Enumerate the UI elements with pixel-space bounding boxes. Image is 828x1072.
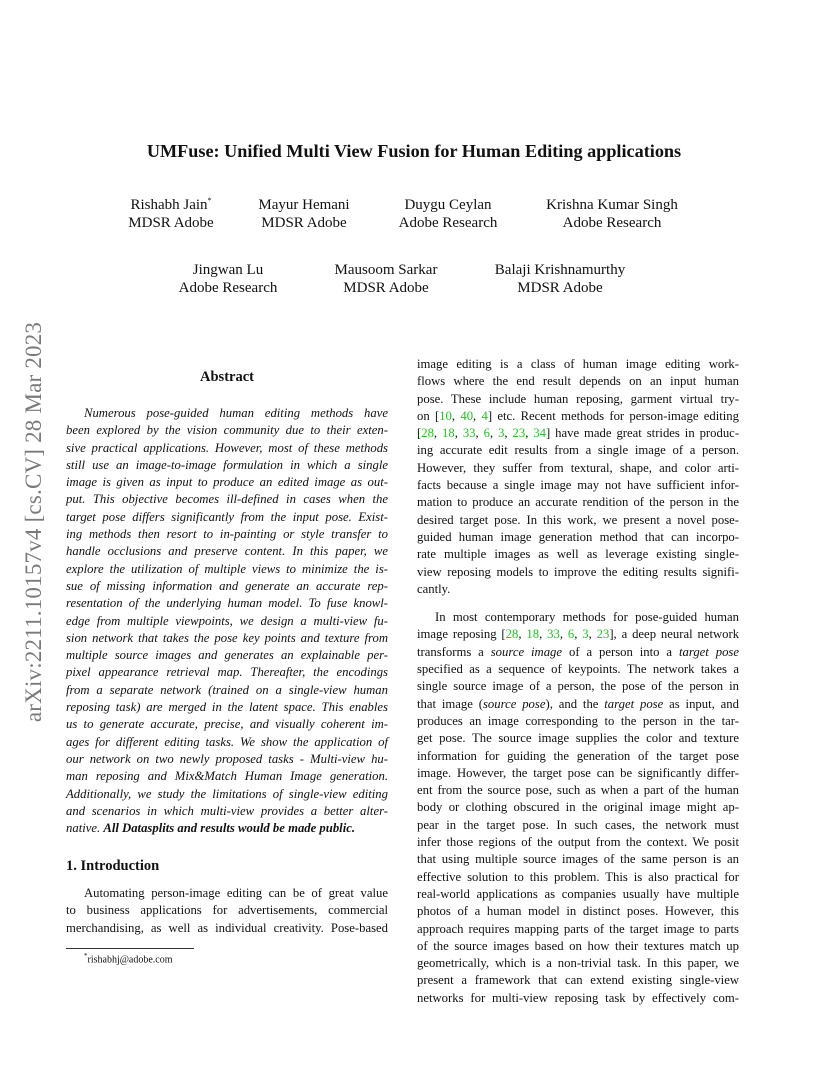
author-block (382, 196, 514, 232)
footnote-divider (66, 948, 194, 949)
citation-link[interactable]: 23 (512, 426, 526, 441)
abstract-line: reposing task) are merged in the latent space. This enables (66, 700, 388, 715)
intro-line: Automating person-image editing can be of great value (84, 886, 388, 900)
abstract-line: resentation of the underlying human model. To fuse knowl- (66, 596, 388, 611)
body-line: on [10, 40, 4] etc. Recent methods for person-image editing (417, 408, 739, 423)
body-line: [28, 18, 33, 6, 3, 23, 34] have made great strides in produc- (417, 426, 740, 441)
abstract-line: from a separate network (trained on a single-view human (66, 682, 388, 697)
author-affiliation: Adobe Research (398, 215, 498, 231)
abstract-line: sive practical applications. However, most of these methods (66, 440, 388, 455)
citation-link[interactable]: 40 (460, 408, 474, 423)
citation-link[interactable]: 23 (596, 627, 610, 642)
citation-link[interactable]: 33 (547, 627, 560, 642)
intro-line: to business applications for advertisements, commercial (66, 903, 388, 918)
body-line: that image (source pose), and the target pose as input, and (417, 696, 739, 711)
author-affiliation: Adobe Research (562, 215, 662, 231)
term-source-image: source image (490, 644, 563, 659)
citation-link[interactable]: 6 (567, 627, 575, 642)
author-affiliation: Adobe Research (178, 280, 278, 296)
abstract-body (66, 405, 388, 837)
body-line: real-world applications as companies usually have multiple (417, 886, 739, 901)
body-line: approach requires mapping parts of the target image to parts (417, 921, 739, 936)
term-source-pose: source pose (482, 696, 546, 711)
body-line: ing accurate edit results from a single image of a person. (417, 443, 739, 458)
author-name: Krishna Kumar Singh (546, 197, 678, 213)
abstract-line: our network on two newly proposed tasks - Multi-view hu- (66, 751, 388, 766)
citation-link[interactable]: 28 (421, 426, 434, 441)
abstract-heading: Abstract (200, 369, 254, 385)
abstract-line: sion network that takes the pose key points and texture from (66, 630, 388, 645)
author-name: Mausoom Sarkar (334, 262, 438, 278)
abstract-line: been explored by the vision community due to their exten- (66, 423, 388, 438)
body-line: get pose. The source image supplies the color and texture (417, 731, 739, 746)
abstract-public-statement: All Datasplits and results would be made public. (103, 821, 356, 836)
body-line: image. However, the target pose can be significantly differ- (417, 765, 739, 780)
abstract-line: target pose differs significantly from the input pose. Exist- (66, 509, 388, 524)
body-line: mation to produce an accurate rendition of the person in the (417, 495, 739, 510)
citation-link[interactable]: 18 (442, 426, 455, 441)
citation-link[interactable]: 3 (498, 426, 505, 441)
body-line: single source image of a person, the pose of the person in (417, 679, 739, 694)
body-line: pose. These include human reposing, garment virtual try- (417, 391, 739, 406)
body-line: infer those regions of the output from the context. We posit (417, 835, 739, 850)
author-affiliation: MDSR Adobe (128, 215, 214, 231)
body-line: image reposing [28, 18, 33, 6, 3, 23], a deep neural network (417, 627, 740, 642)
abstract-line: explore the utilization of multiple views to minimize the is- (66, 561, 388, 576)
body-line: transforms a source image of a person into a target pose (417, 644, 739, 659)
abstract-line: and scenarios in which multi-view provides a better alter- (66, 803, 388, 818)
author-block (480, 261, 640, 297)
term-target-pose: target pose (678, 644, 739, 659)
body-line: photos of a human model in distinct poses. However, this (417, 904, 739, 919)
body-line: networks for multi-view reposing task by effectively com- (417, 990, 739, 1005)
footnote-email: rishabhj@adobe.com (87, 954, 173, 966)
body-line: In most contemporary methods for pose-guided human (435, 610, 739, 625)
body-line: present a framework that can extend existing single-view (417, 973, 739, 988)
author-block (243, 196, 365, 232)
footnote-mark: * (84, 952, 88, 960)
body-line: image editing is a class of human image editing work- (417, 357, 739, 371)
abstract-line: image is given as input to produce an edited image as out- (66, 475, 388, 490)
author-block (163, 261, 293, 297)
abstract-line: Numerous pose-guided human editing methods have (84, 406, 388, 420)
body-line: view reposing models to improve the editing results signifi- (417, 564, 739, 579)
body-line: cantly. (417, 581, 451, 596)
abstract-line-start: native. (66, 821, 101, 836)
body-line: specified as a sequence of keypoints. The network takes a (417, 662, 739, 677)
author-footnote-mark: * (207, 196, 212, 205)
abstract-line: ages for different editing tasks. We show the application of (66, 734, 388, 749)
abstract-last-line (66, 820, 388, 837)
abstract-line: Additionally, we study the limitations of single-view editing (66, 786, 388, 801)
author-name: Jingwan Lu (192, 262, 264, 278)
author-block (321, 261, 451, 297)
citation-link[interactable]: 34 (533, 426, 547, 441)
body-line: flows where the end result depends on an input human (417, 374, 739, 389)
citation-link[interactable]: 33 (462, 426, 476, 441)
author-affiliation: MDSR Adobe (261, 215, 347, 231)
author-name: Mayur Hemani (258, 197, 350, 213)
body-line: guided human image generation method that can incorpo- (417, 529, 739, 544)
abstract-line: ing methods then resort to in-painting or style transfer to (66, 527, 388, 542)
abstract-line: pixel appearance retrieval map. Thereafter, the encodings (66, 665, 388, 680)
introduction-body (66, 885, 388, 937)
body-line: desired target pose. In this work, we present a novel pose- (417, 512, 739, 527)
body-line: pear in the target pose. In such cases, the network must (417, 817, 739, 832)
arxiv-identifier (14, 282, 54, 762)
author-name: Balaji Krishnamurthy (494, 262, 626, 278)
body-line: rate multiple images as well as leverage existing single- (417, 547, 739, 562)
right-column-text (417, 356, 739, 1007)
abstract-line: sue of missing information and generate an accurate rep- (66, 578, 388, 593)
term-target-pose: target pose (604, 696, 664, 711)
body-line: that using multiple source images of the same person is an (417, 852, 739, 867)
paper-title: UMFuse: Unified Multi View Fusion for Human Editing applications (146, 141, 682, 161)
body-line: effective solution to this problem. This is also practical for (417, 869, 739, 884)
body-line: facts because a single image may not have sufficient infor- (417, 478, 739, 493)
author-affiliation: MDSR Adobe (517, 280, 603, 296)
author-block (110, 196, 232, 232)
abstract-line: handle occlusions and preserve content. In this paper, we (66, 544, 388, 559)
arxiv-identifier-text: arXiv:2211.10157v4 [cs.CV] 28 Mar 2023 (21, 321, 46, 723)
abstract-line: put. This objective becomes ill-defined in cases when the (66, 492, 388, 507)
body-line: body or clothing obscured in the original image might ap- (417, 800, 739, 815)
section-heading-introduction: 1. Introduction (66, 858, 160, 874)
intro-line: merchandising, as well as individual creativity. Pose-based (66, 920, 388, 935)
body-line: information for guiding the generation of the target pose (417, 748, 739, 763)
body-line: ent from the source pose, such as when a part of the human (417, 783, 739, 798)
citation-link[interactable]: 4 (481, 408, 488, 423)
body-line: of the source images based on how their textures match up (417, 938, 739, 953)
author-name: Duygu Ceylan (404, 197, 492, 213)
author-block (528, 196, 696, 232)
abstract-line: man reposing and Mix&Match Human Image generation. (66, 769, 388, 784)
footnote (84, 952, 173, 965)
citation-link[interactable]: 3 (582, 627, 589, 642)
citation-link[interactable]: 10 (439, 408, 452, 423)
abstract-line: still use an image-to-image formulation in which a single (66, 457, 388, 472)
body-line: However, they suffer from textural, shape, and color arti- (417, 460, 739, 475)
citation-link[interactable]: 18 (526, 627, 540, 642)
abstract-line: edge from multiple viewpoints, we design a multi-view fu- (66, 613, 388, 628)
citation-link[interactable]: 28 (505, 627, 519, 642)
body-line: produces an image corresponding to the person in the tar- (417, 713, 739, 728)
author-affiliation: MDSR Adobe (343, 280, 429, 296)
citation-link[interactable]: 6 (483, 426, 490, 441)
author-name: Rishabh Jain (130, 197, 208, 213)
body-line: geometrically, which is a non-trivial task. In this paper, we (417, 956, 739, 971)
abstract-line: us to generate accurate, precise, and visually coherent im- (66, 717, 388, 732)
abstract-line: multiple source images and generates an explainable per- (66, 648, 388, 663)
